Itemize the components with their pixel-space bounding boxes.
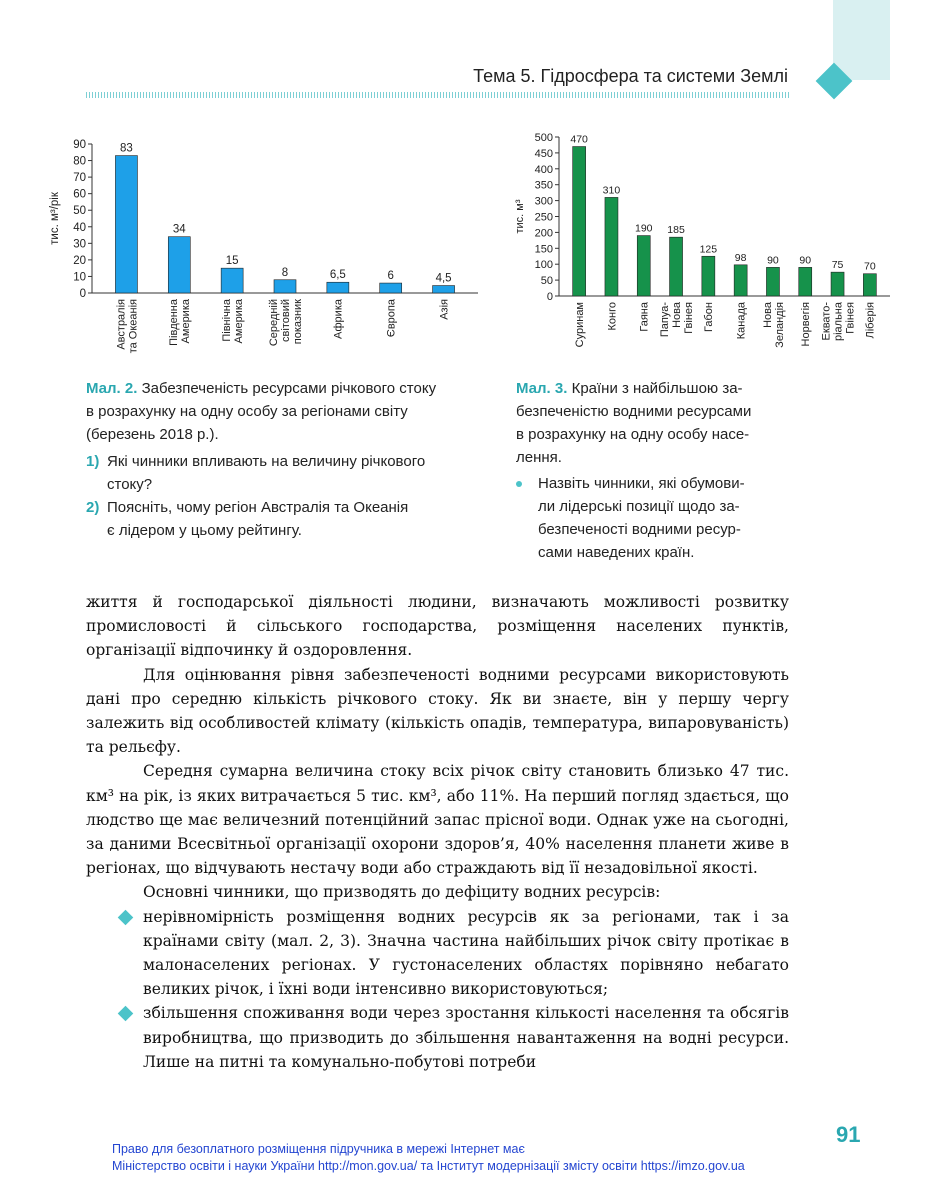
category-label: Норвегія	[800, 302, 813, 347]
bar-value-label: 83	[120, 142, 133, 155]
bar	[637, 236, 650, 296]
bar-value-label: 6,5	[329, 269, 346, 282]
bar	[327, 282, 349, 293]
body-paragraph: Основні чинники, що призводять до дефіциту водних ресурсів:	[143, 883, 661, 902]
fig2-caption-line: Забезпеченість ресурсами річкового стоку	[141, 380, 437, 397]
category-label: Гаяна	[638, 302, 651, 332]
bullet-dot-icon	[516, 481, 522, 487]
category-label: Гвінея	[682, 302, 695, 334]
y-tick-label: 40	[73, 221, 86, 234]
list-item-text: нерівномірність розміщення водних ресурсів як за регіонами, так і за країнами світу (мал. 2, 3). Значна частина найбільших річок світу протікає в малонаселених регіонах. У густонаселених областях порівняно небагато великих річок, і їхні води інтенсивно використовуються;	[143, 907, 789, 999]
fig2-caption-line: в розрахунку на одну особу за регіонами світу	[86, 403, 408, 420]
bar	[831, 272, 844, 296]
y-tick-label: 200	[534, 227, 553, 240]
y-tick-label: 250	[534, 211, 553, 224]
list-item	[86, 905, 789, 1002]
category-label: Еквато-	[820, 302, 833, 341]
bar	[863, 274, 876, 296]
y-tick-label: 50	[540, 275, 553, 288]
body-paragraph: Для оцінювання рівня забезпеченості водними ресурсами використовують дані про середню кількість річкового стоку. Як ви знаєте, він у першу чергу залежить від особливостей клімату (кількість опадів, температура, випаровуваність) та рельєфу.	[86, 665, 789, 757]
bar	[221, 268, 243, 293]
bar-value-label: 185	[667, 224, 685, 237]
bullet-diamond-icon	[118, 909, 134, 925]
category-label: Конго	[606, 302, 619, 331]
category-label: Азія	[438, 299, 451, 320]
category-label: Габон	[703, 302, 716, 332]
question-line: Які чинники впливають на величину річкового	[107, 453, 426, 470]
task-line: ли лідерські позиції щодо за-	[538, 498, 740, 515]
chart-river-runoff-by-region	[40, 130, 500, 380]
fig2-caption-line: (березень 2018 р.).	[86, 426, 219, 443]
fig2-caption	[86, 377, 496, 446]
y-tick-label: 400	[534, 163, 553, 176]
list-item-text: збільшення споживання води через зростання кількості населення та обсягів виробництва, що призводить до збільшення навантаження на водні ресурси. Лише на питні та комунально-побутові потреби	[143, 1004, 789, 1071]
question-line: стоку?	[107, 476, 153, 493]
task-line: безпеченості водними ресур-	[538, 521, 741, 538]
category-label: Канада	[735, 302, 748, 340]
y-axis-label: тис. м³	[514, 199, 526, 234]
y-tick-label: 20	[73, 254, 86, 267]
bar	[766, 267, 779, 296]
deficit-factors-list	[86, 905, 789, 1074]
y-tick-label: 100	[534, 259, 553, 272]
footer-copyright	[112, 1141, 745, 1175]
task-line: Назвіть чинники, які обумови-	[538, 475, 745, 492]
body-paragraph: Середня сумарна величина стоку всіх річок світу становить близько 47 тис. км³ на рік, із яких витрачається 5 тис. км³, або 11%. На перший погляд здається, що людство ще має величезний потенційний запас прісної води. Однак уже на сьогодні, за даними Всесвітньої організації охорони здоров’я, 40% населення планети живе в регіонах, що відчувають нестачу води або страждають від її незадовільної якості.	[86, 762, 789, 878]
y-tick-label: 300	[534, 195, 553, 208]
y-axis-label: тис. м³/рік	[49, 192, 61, 245]
bar	[799, 267, 812, 296]
question-item	[86, 450, 496, 496]
bar-value-label: 98	[734, 251, 747, 264]
category-label: Америка	[180, 299, 193, 344]
fig3-caption-line: лення.	[516, 449, 562, 466]
bar	[433, 286, 455, 293]
y-tick-label: 50	[73, 205, 86, 218]
category-label: Південна	[168, 299, 181, 346]
category-label: ріальна	[832, 302, 845, 342]
y-tick-label: 80	[73, 155, 86, 168]
bar-value-label: 6	[387, 270, 394, 283]
y-tick-label: 150	[534, 243, 553, 256]
y-tick-label: 10	[73, 271, 86, 284]
question-line: Поясніть, чому регіон Австралія та Океанія	[107, 499, 409, 516]
main-body-text	[86, 590, 789, 1074]
bar-value-label: 8	[281, 266, 289, 279]
category-label: Америка	[232, 299, 245, 344]
bar-value-label: 70	[864, 260, 876, 273]
bar-value-label: 15	[225, 255, 239, 268]
page-number: 91	[836, 1122, 861, 1147]
bar-value-label: 190	[634, 222, 653, 235]
list-item	[86, 1001, 789, 1074]
y-tick-label: 70	[73, 172, 86, 185]
category-label: Нова	[761, 302, 774, 328]
question-number: 1)	[86, 453, 100, 470]
category-label: Папуа-	[658, 302, 671, 338]
fig2-questions	[86, 450, 496, 542]
fig3-task	[514, 472, 794, 564]
chart-countries-water-resources	[505, 125, 905, 380]
category-label: Європа	[385, 299, 398, 338]
bar	[670, 237, 683, 296]
body-paragraph: життя й господарської діяльності людини, визначають можливості розвитку промисловості й сільського господарства, розміщення населених пунктів, організації відпочинку й оздоровлення.	[86, 593, 789, 660]
y-tick-label: 350	[534, 179, 553, 192]
question-number: 2)	[86, 499, 100, 516]
y-tick-label: 30	[73, 238, 86, 251]
y-tick-label: 0	[79, 288, 86, 300]
category-label: Нова	[670, 302, 683, 328]
y-tick-label: 60	[73, 188, 86, 201]
question-line: є лідером у цьому рейтингу.	[107, 522, 302, 539]
task-item	[514, 472, 794, 564]
category-label: Африка	[332, 299, 345, 339]
page-header-title: Тема 5. Гідросфера та системи Землі	[473, 66, 788, 86]
task-line: сами наведених країн.	[538, 544, 695, 561]
fig2-label: Мал. 2.	[86, 380, 138, 397]
footer-line: Міністерство освіти і науки України http://mon.gov.ua/ та Інститут модернізації змісту освіти https://imzo.gov.ua	[112, 1159, 745, 1173]
bar	[380, 283, 402, 293]
y-tick-label: 90	[73, 139, 86, 151]
bar-value-label: 4,5	[435, 272, 452, 285]
fig3-label: Мал. 3.	[516, 380, 568, 397]
category-label: світовий	[279, 299, 292, 342]
bar	[702, 256, 715, 296]
bullet-diamond-icon	[118, 1006, 134, 1022]
y-tick-label: 0	[546, 291, 553, 303]
fig3-caption-line: Країни з найбільшою за-	[571, 380, 743, 397]
bar	[115, 156, 137, 293]
category-label: та Океанія	[127, 299, 140, 354]
bar	[573, 147, 586, 296]
header-divider	[86, 92, 789, 98]
bar-value-label: 125	[699, 243, 718, 256]
bar-value-label: 470	[570, 133, 588, 146]
bar	[605, 197, 618, 296]
fig3-caption	[516, 377, 796, 469]
category-label: Середній	[267, 299, 280, 347]
question-item	[86, 496, 496, 542]
category-label: Зеландія	[773, 302, 786, 348]
y-tick-label: 450	[534, 147, 553, 160]
fig3-caption-line: в розрахунку на одну особу насе-	[516, 426, 750, 443]
footer-line: Право для безоплатного розміщення підручника в мережі Інтернет має	[112, 1142, 525, 1156]
y-tick-label: 500	[534, 132, 553, 144]
bar-value-label: 75	[831, 259, 844, 272]
category-label: Австралія	[115, 299, 128, 350]
bar-value-label: 90	[767, 254, 779, 267]
bar-value-label: 310	[602, 184, 621, 197]
bar	[274, 280, 296, 293]
bar-value-label: 90	[799, 254, 812, 267]
bar-value-label: 34	[172, 223, 186, 236]
corner-tab	[833, 0, 890, 80]
bar	[168, 237, 190, 293]
category-label: Ліберія	[864, 302, 877, 339]
fig3-caption-line: безпеченістю водними ресурсами	[516, 403, 752, 420]
category-label: показник	[291, 299, 304, 345]
category-label: Північна	[220, 299, 233, 342]
bar	[734, 265, 747, 296]
category-label: Суринам	[574, 302, 586, 348]
category-label: Гвінея	[844, 302, 857, 334]
